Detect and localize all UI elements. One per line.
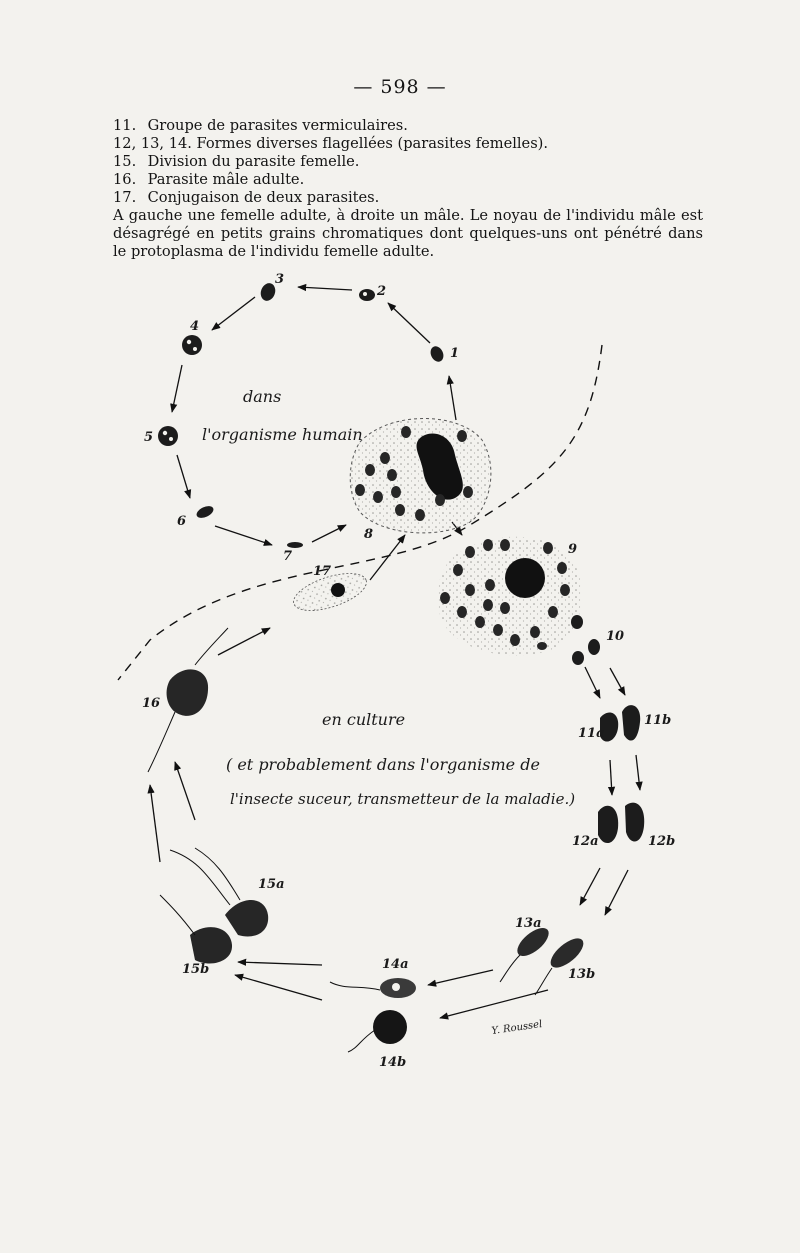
legend-item-16: [113, 171, 703, 189]
stage-label-11a: 11a: [578, 726, 605, 741]
stage-label-14b: 14b: [379, 1055, 407, 1070]
page-number: — 598 —: [353, 76, 447, 98]
lower-cycle-caption-1: en culture: [322, 710, 406, 729]
upper-cycle-caption-1: dans: [243, 387, 282, 406]
stage-parasite-highlights: [163, 292, 367, 441]
stage-label-4: 4: [190, 319, 200, 334]
life-cycle-figure: [0, 268, 800, 1088]
legend-text: Division du parasite femelle.: [147, 153, 360, 170]
stage-label-9: 9: [568, 542, 578, 557]
figure-legend: [113, 117, 703, 261]
stage-label-8: 8: [364, 527, 374, 542]
stage-label-13b: 13b: [568, 967, 596, 982]
stage-label-12a: 12a: [572, 834, 599, 849]
stage-11-forms: [600, 705, 640, 741]
legend-num: 12, 13, 14.: [113, 135, 192, 152]
stage-label-12b: 12b: [648, 834, 676, 849]
stage-label-7: 7: [283, 549, 293, 564]
stage-label-3: 3: [275, 272, 285, 287]
host-cell-9: [437, 537, 582, 656]
legend-item-12: [113, 135, 703, 153]
stage-label-11b: 11b: [644, 713, 672, 728]
legend-num: 17.: [113, 189, 137, 206]
host-cell-8: [350, 419, 491, 533]
legend-num: 11.: [113, 117, 137, 134]
stage-label-10: 10: [606, 629, 625, 644]
legend-paragraph: A gauche une femelle adulte, à droite un mâle. Le noyau de l'individu mâle est désagrégé en petits grains chromatiques dont quelques-uns ont pénétré dans le protoplasma de l'individu femelle adulte.: [113, 207, 703, 260]
stage-14-forms: [330, 978, 416, 1052]
stage-label-15b: 15b: [182, 962, 210, 977]
stage-label-5: 5: [144, 430, 154, 445]
stage-label-2: 2: [377, 284, 387, 299]
stage-10-parasites: [571, 615, 600, 665]
legend-text: Parasite mâle adulte.: [147, 171, 305, 188]
stage-label-6: 6: [177, 514, 187, 529]
legend-text: Formes diverses flagellées (parasites femelles).: [196, 135, 549, 152]
artist-signature: Y. Roussel: [490, 1018, 543, 1037]
stage-label-14a: 14a: [382, 957, 409, 972]
lower-cycle-caption-2: ( et probablement dans l'organisme de: [226, 755, 540, 774]
stage-label-16: 16: [142, 696, 161, 711]
stage-label-1: 1: [450, 346, 460, 361]
legend-item-17: [113, 189, 703, 207]
lower-cycle-caption-3: l'insecte suceur, transmetteur de la maladie.): [230, 790, 576, 808]
stage-label-13a: 13a: [515, 916, 542, 931]
stage-15-forms: [160, 848, 268, 964]
legend-text: Conjugaison de deux parasites.: [147, 189, 380, 206]
stage-12-forms: [598, 803, 644, 843]
legend-num: 15.: [113, 153, 137, 170]
legend-text: Groupe de parasites vermiculaires.: [147, 117, 408, 134]
legend-item-15: [113, 153, 703, 171]
legend-num: 16.: [113, 171, 137, 188]
upper-cycle-caption-2: l'organisme humain: [202, 425, 363, 444]
stage-label-17: 17: [313, 564, 332, 579]
stage-13-forms: [500, 923, 588, 995]
legend-item-11: [113, 117, 703, 135]
stage-label-15a: 15a: [258, 877, 285, 892]
